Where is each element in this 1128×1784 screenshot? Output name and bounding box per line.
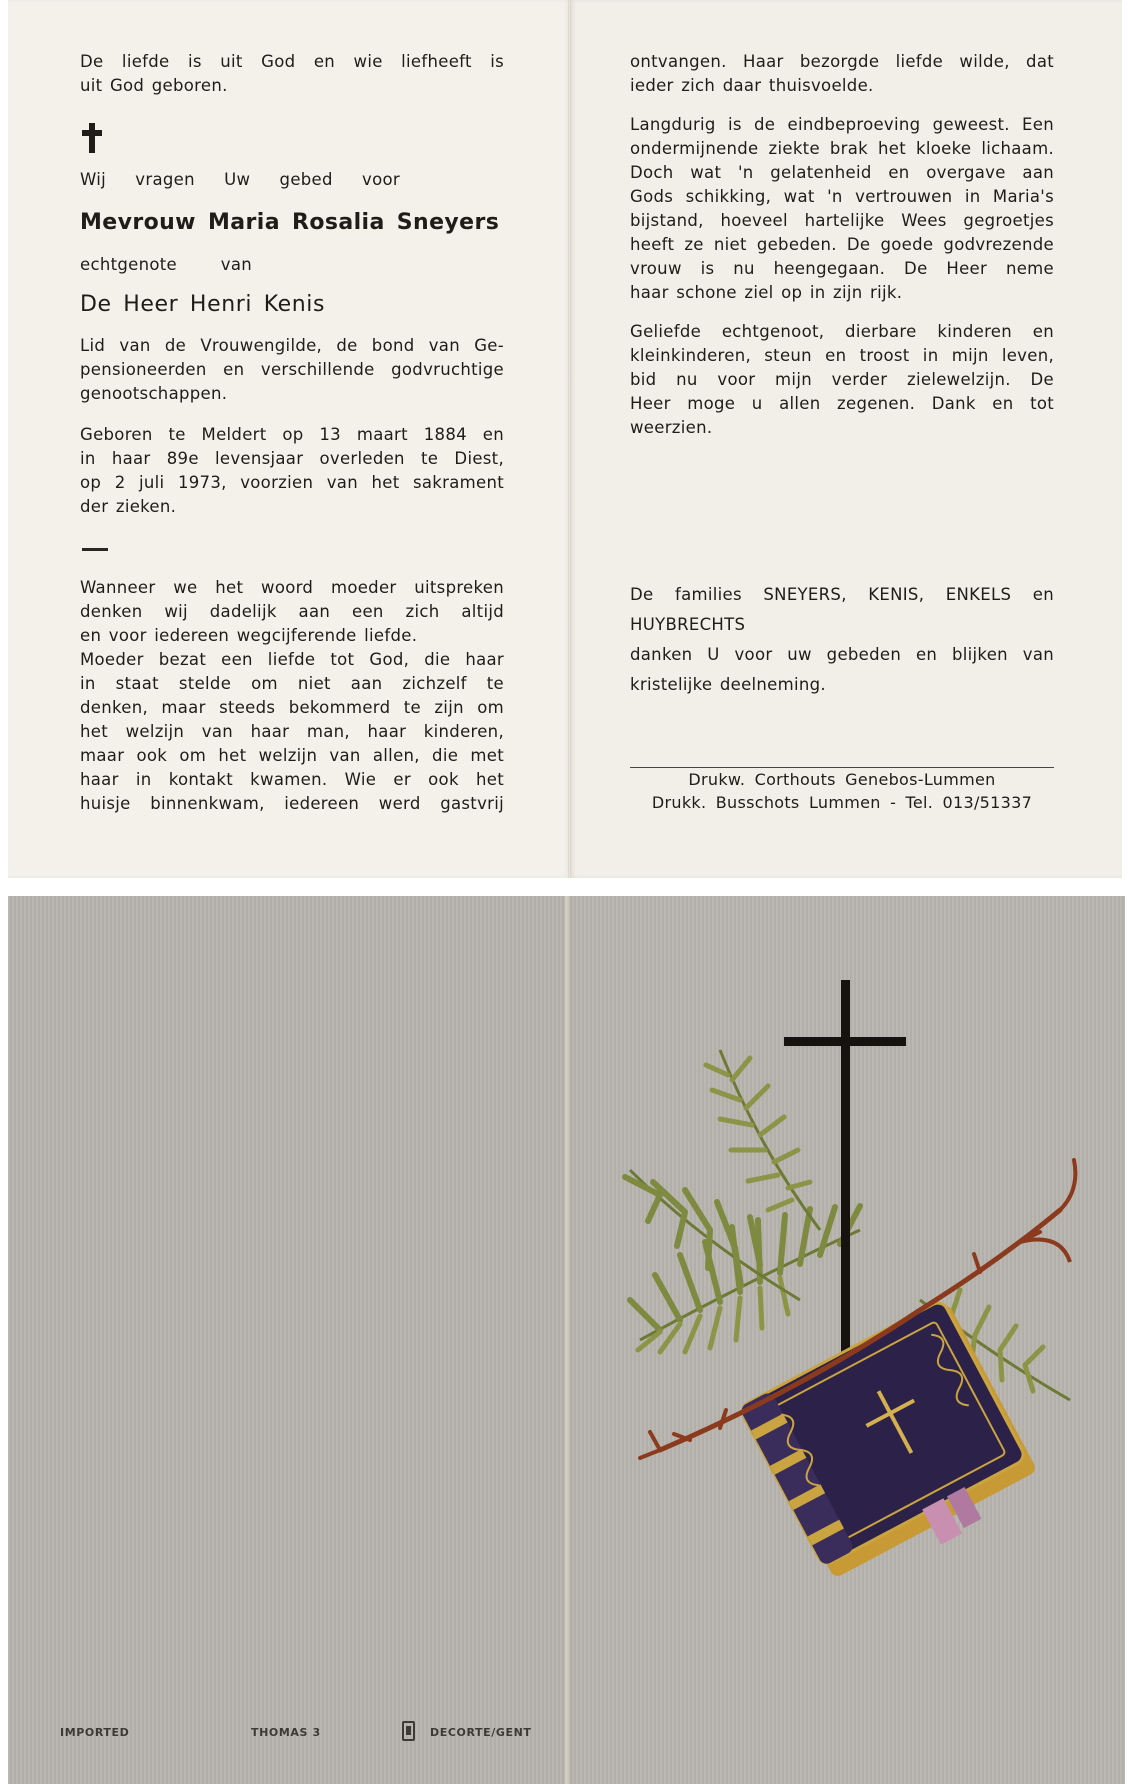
dates-line: in haar 89e levensjaar overleden te Diest, [80, 449, 504, 468]
dates-paragraph [80, 423, 504, 519]
illness-line: Doch wat 'n gelatenheid en overgave aan [630, 163, 1054, 182]
thanks-line: De families SNEYERS, KENIS, ENKELS en [630, 585, 1054, 604]
farewell-line: weerzien. [630, 418, 713, 437]
book-illustration [739, 1298, 1047, 1599]
tribute-line: huisje binnenkwam, iedereen werd gastvrij [80, 794, 504, 813]
publisher-logo-icon [402, 1721, 415, 1741]
thanks-paragraph [630, 580, 1054, 700]
illness-line: ondermijnende ziekte brak het kloeke lichaam. [630, 139, 1054, 158]
tribute-line: maar ook om het welzijn van allen, die met [80, 746, 504, 765]
section-divider [82, 548, 108, 551]
thanks-line: HUYBRECHTS [630, 615, 746, 634]
tribute-line: denken wij dadelijk aan een zich altijd [80, 602, 504, 621]
back-cover [8, 896, 568, 1784]
continuation-line: ontvangen. Haar bezorgde liefde wilde, dat [630, 52, 1054, 71]
dates-line: Geboren te Meldert op 13 maart 1884 en [80, 425, 504, 444]
illness-line: Gods schikking, wat 'n vertrouwen in Maria's [630, 187, 1054, 206]
thanks-line: kristelijke deelneming. [630, 675, 826, 694]
dates-line: op 2 juli 1973, voorzien van het sakrament [80, 473, 504, 492]
verse-line: De liefde is uit God en wie liefheeft is [80, 52, 504, 71]
membership-paragraph [80, 334, 504, 406]
illness-line: Langdurig is de eindbeproeving geweest. Een [630, 115, 1054, 134]
tribute-line: Moeder bezat een liefde tot God, die haar [80, 650, 504, 669]
membership-line: pensioneerden en verschillende godvruchtige [80, 360, 504, 379]
fold-crease-bottom [563, 896, 572, 1784]
verse-line: uit God geboren. [80, 76, 228, 95]
spouse-intro: echtgenote van [80, 255, 252, 274]
dates-line: der zieken. [80, 497, 177, 516]
farewell-line: bid nu voor mijn verder zielewelzijn. De [630, 370, 1054, 389]
tribute-line: en voor iedereen wegcijferende liefde. [80, 626, 418, 645]
deceased-name: Mevrouw Maria Rosalia Sneyers [80, 210, 500, 235]
illness-line: haar schone ziel op in zijn rijk. [630, 283, 903, 302]
thanks-line: danken U voor uw gebeden en blijken van [630, 645, 1054, 664]
printer-line-1: Drukw. Corthouts Genebos-Lummen [688, 770, 996, 789]
continuation-line: ieder zich daar thuisvoelde. [630, 76, 874, 95]
illness-line: heeft ze niet gebeden. De goede godvrezende [630, 235, 1054, 254]
tribute-line: denken, maar steeds bekommerd te zijn om [80, 698, 504, 717]
tribute-line: in staat stelde om niet aan zichzelf te [80, 674, 504, 693]
printer-rule [630, 767, 1054, 768]
illness-paragraph [630, 113, 1054, 305]
imprint-imported: IMPORTED [60, 1726, 130, 1739]
imprint-publisher: DECORTE/GENT [430, 1726, 532, 1739]
tribute-line: haar in kontakt kwamen. Wie er ook het [80, 770, 504, 789]
book-with-cross-illustration [600, 980, 1120, 1700]
tribute-line: Wanneer we het woord moeder uitspreken [80, 578, 504, 597]
membership-line: Lid van de Vrouwengilde, de bond van Ge- [80, 336, 504, 355]
farewell-paragraph [630, 320, 1054, 440]
tribute-paragraph [80, 576, 504, 816]
illness-line: vrouw is nu heengegaan. De Heer neme [630, 259, 1054, 278]
continuation-paragraph [630, 50, 1054, 98]
spouse-name: De Heer Henri Kenis [80, 292, 326, 317]
prayer-request: Wij vragen Uw gebed voor [80, 170, 400, 189]
printer-line-2: Drukk. Busschots Lummen - Tel. 013/51337 [651, 793, 1033, 812]
illness-line: bijstand, hoeveel hartelijke Wees gegroetjes [630, 211, 1054, 230]
membership-line: genootschappen. [80, 384, 228, 403]
imprint-series: THOMAS 3 [251, 1726, 321, 1739]
verse [80, 50, 504, 98]
farewell-line: Geliefde echtgenoot, dierbare kinderen en [630, 322, 1054, 341]
farewell-line: Heer moge u allen zegenen. Dank en tot [630, 394, 1054, 413]
farewell-line: kleinkinderen, steun en troost in mijn leven, [630, 346, 1054, 365]
latin-cross-icon [81, 122, 103, 154]
tribute-line: het welzijn van haar man, haar kinderen, [80, 722, 504, 741]
fold-crease-top [568, 0, 571, 878]
